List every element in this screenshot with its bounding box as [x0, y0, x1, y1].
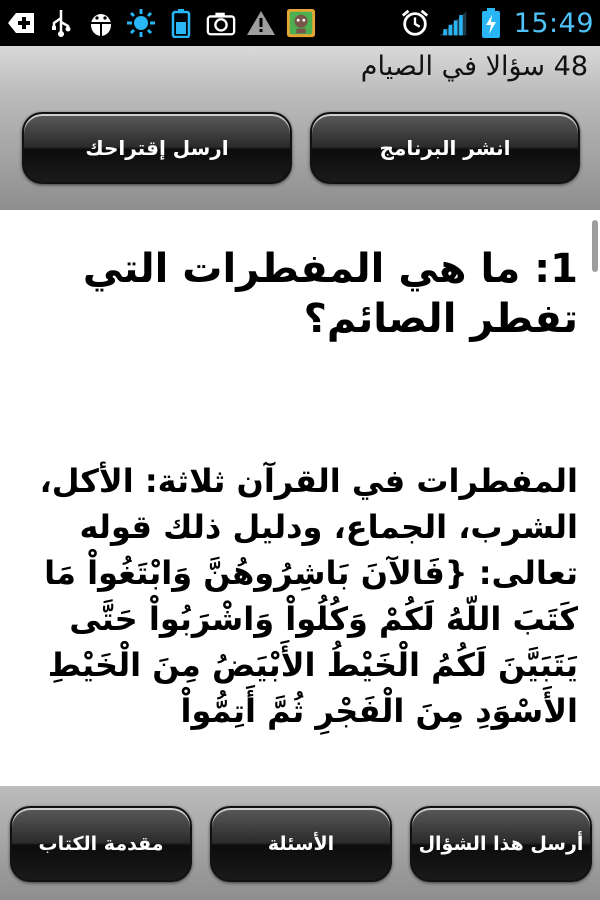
scrollbar[interactable] — [592, 220, 598, 272]
question-text: 1: ما هي المفطرات التي تفطر الصائم؟ — [82, 246, 578, 342]
status-bar — [0, 0, 600, 46]
warning-icon — [246, 8, 276, 38]
book-intro-button[interactable]: مقدمة الكتاب — [10, 806, 192, 882]
camera-icon — [206, 8, 236, 38]
alarm-icon — [400, 8, 430, 38]
add-icon — [6, 8, 36, 38]
brightness-icon — [126, 8, 156, 38]
android-debug-icon — [86, 8, 116, 38]
signal-icon — [438, 8, 468, 38]
share-app-button[interactable]: انشر البرنامج — [310, 112, 580, 184]
answer-text: المفطرات في القرآن ثلاثة: الأكل، الشرب، الجماع، ودليل ذلك قوله تعالى: {فَالآنَ بَاشِرُوهُنَّ وَابْتَغُواْ مَا كَتَبَ اللّهُ لَكُمْ وَكُلُواْ وَاشْرَبُواْ حَتَّى يَتَبَيَّنَ لَكُمُ الْخَيْطُ الأَبْيَضُ مِنَ الْخَيْطِ الأَسْوَدِ مِنَ الْفَجْرِ ثُمَّ أَتِمُّواْ — [39, 462, 578, 730]
top-button-panel — [0, 92, 600, 210]
app-title: 48 سؤالا في الصيام — [360, 51, 588, 82]
game-app-icon — [286, 8, 316, 38]
notification-icons — [6, 6, 316, 40]
system-icons — [400, 6, 594, 40]
send-suggestion-button[interactable]: ارسل إقتراحك — [22, 112, 292, 184]
send-question-button[interactable]: أرسل هذا الشؤال — [410, 806, 592, 882]
bottom-button-panel — [0, 786, 600, 900]
content-area[interactable] — [0, 210, 600, 786]
title-bar — [0, 46, 600, 92]
questions-button[interactable]: الأسئلة — [210, 806, 392, 882]
usb-icon — [46, 8, 76, 38]
battery-saver-icon — [166, 8, 196, 38]
clock: 15:49 — [513, 7, 594, 39]
battery-charging-icon — [476, 8, 506, 38]
